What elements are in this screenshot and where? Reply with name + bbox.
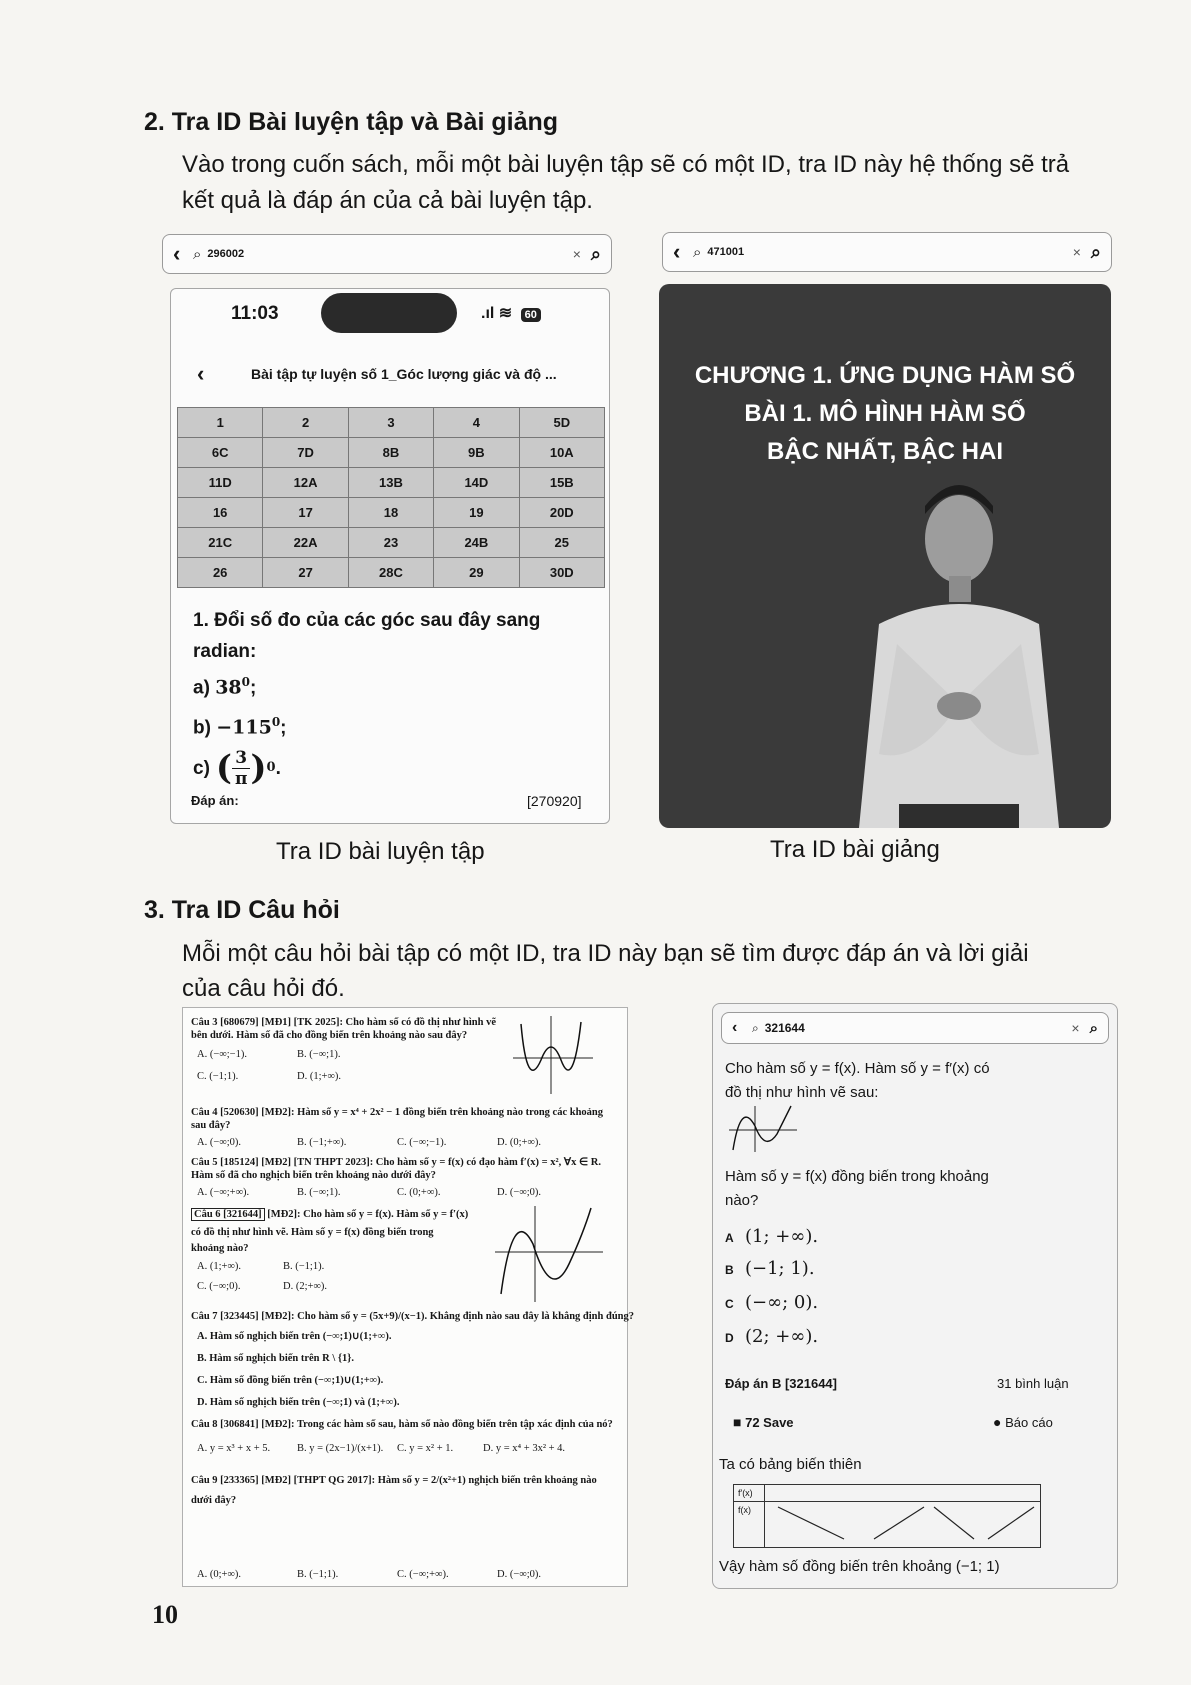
q8-option: A. y = x³ + x + 5. [197, 1443, 271, 1454]
q5-option: C. (0;+∞). [397, 1187, 441, 1198]
q7-option: D. Hàm số nghịch biến trên (−∞;1) và (1;+∞). [197, 1397, 400, 1408]
presenter-figure [659, 284, 1111, 828]
search-bar-exercise[interactable] [162, 234, 612, 274]
search-query[interactable]: 296002 [207, 248, 245, 260]
answer-grid-cell: 13B [348, 468, 433, 498]
card-option-d[interactable]: D (2; +∞). [725, 1326, 819, 1347]
search-button-icon[interactable]: ⌕ [1089, 1019, 1098, 1037]
q7-option: C. Hàm số đồng biến trên (−∞;1)∪(1;+∞). [197, 1375, 384, 1386]
q8-option: C. y = x² + 1. [397, 1443, 454, 1454]
question-1-line2: radian: [193, 641, 257, 662]
answer-grid-row [178, 528, 605, 558]
bookmark-icon[interactable]: ■ [733, 1414, 742, 1430]
q7-option: B. Hàm số nghịch biến trên R \ {1}. [197, 1353, 355, 1364]
answer-grid-cell: 29 [434, 558, 519, 588]
question-1a: a) $38^0$; [193, 675, 257, 699]
q9-option: B. (−1;1). [297, 1569, 339, 1580]
card-option-b[interactable]: B (−1; 1). [725, 1258, 815, 1279]
q3-graph [513, 1014, 593, 1096]
q9-option: A. (0;+∞). [197, 1569, 242, 1580]
answer-grid-cell: 27 [263, 558, 348, 588]
search-query[interactable]: 321644 [764, 1021, 805, 1035]
answer-grid-cell: 21C [178, 528, 263, 558]
answer-grid-cell: 23 [348, 528, 433, 558]
q6-id-box: Câu 6 [321644] [191, 1208, 265, 1221]
answer-grid-cell: 14D [434, 468, 519, 498]
q3-option: B. (−∞;1). [297, 1049, 341, 1060]
answer-grid-cell: 4 [434, 408, 519, 438]
q9-line1: Câu 9 [233365] [MĐ2] [THPT QG 2017]: Hàm số y = 2/(x²+1) nghịch biến trên khoảng nào [191, 1475, 597, 1486]
card-question-line2: đồ thị như hình vẽ sau: [725, 1084, 879, 1101]
signal-icon: .ıl [481, 305, 495, 322]
search-button-icon[interactable]: ⌕ [1090, 241, 1101, 262]
q6-option: D. (2;+∞). [283, 1281, 328, 1292]
answer-grid-cell: 15B [519, 468, 604, 498]
answer-grid-cell: 7D [263, 438, 348, 468]
video-lesson-title: BÀI 1. MÔ HÌNH HÀM SỐ [744, 400, 1026, 427]
chevron-left-icon[interactable]: ‹ [732, 1019, 738, 1036]
clear-icon[interactable]: × [1071, 1020, 1080, 1036]
q6-line2: có đồ thị như hình vẽ. Hàm số y = f(x) đồng biến trong [191, 1227, 434, 1238]
card-question-line1: Cho hàm số y = f(x). Hàm số y = f′(x) có [725, 1060, 990, 1077]
q3-option: A. (−∞;−1). [197, 1049, 247, 1060]
answer-grid-cell: 11D [178, 468, 263, 498]
q6-line3: khoảng nào? [191, 1243, 249, 1254]
answer-grid-cell: 28C [348, 558, 433, 588]
question-1c: c) ( 3 π ) 0 . [193, 747, 281, 789]
exercise-phone-screen [170, 288, 610, 824]
q5-line1: Câu 5 [185124] [MĐ2] [TN THPT 2023]: Cho hàm số y = f(x) có đạo hàm f′(x) = x², ∀x ∈ R. [191, 1157, 601, 1168]
card-save[interactable]: ■ 72 Save [733, 1414, 794, 1430]
card-answer: Đáp án B [321644] [725, 1376, 837, 1391]
answer-grid-cell: 18 [348, 498, 433, 528]
answer-grid-row [178, 498, 605, 528]
answer-grid-cell: 19 [434, 498, 519, 528]
answer-grid-cell: 10A [519, 438, 604, 468]
variation-arrows [764, 1501, 1040, 1547]
answer-grid-cell: 9B [434, 438, 519, 468]
search-icon: ⌕ [693, 243, 702, 261]
q4-option: B. (−1;+∞). [297, 1137, 347, 1148]
search-icon: ⌕ [752, 1020, 759, 1035]
answer-grid-cell: 1 [178, 408, 263, 438]
answer-grid-cell: 2 [263, 408, 348, 438]
back-icon[interactable]: ‹ [197, 361, 205, 386]
card-question-line4: nào? [725, 1192, 759, 1209]
chevron-left-icon[interactable]: ‹ [673, 239, 681, 264]
wifi-icon: ≋ [498, 305, 513, 322]
question-1 [193, 605, 540, 789]
answer-grid-cell: 8B [348, 438, 433, 468]
exercise-sheet [182, 1007, 634, 1587]
report-icon[interactable]: ● [993, 1414, 1002, 1430]
answer-label: Đáp án: [191, 793, 239, 808]
q9-option: D. (−∞;0). [497, 1569, 542, 1580]
q8-option: B. y = (2x−1)/(x+1). [297, 1443, 384, 1454]
status-icons [481, 303, 541, 323]
q4-option: C. (−∞;−1). [397, 1137, 447, 1148]
q9-option: C. (−∞;+∞). [397, 1569, 449, 1580]
q8-line: Câu 8 [306841] [MĐ2]: Trong các hàm số sau, hàm số nào đồng biến trên tập xác định của nó? [191, 1419, 613, 1430]
answer-grid-cell: 12A [263, 468, 348, 498]
answer-grid-cell: 22A [263, 528, 348, 558]
card-comments[interactable]: 31 bình luận [997, 1376, 1069, 1391]
answer-grid-cell: 16 [178, 498, 263, 528]
answer-grid-cell: 20D [519, 498, 604, 528]
card-report[interactable]: ● Báo cáo [993, 1414, 1053, 1430]
search-button-icon[interactable]: ⌕ [590, 243, 601, 264]
card-search-bar[interactable] [721, 1012, 1109, 1044]
video-lesson-subtitle: BẬC NHẤT, BẬC HAI [767, 438, 1003, 465]
search-query[interactable]: 471001 [707, 246, 745, 258]
answer-grid-cell: 25 [519, 528, 604, 558]
section-2-text-2: kết quả là đáp án của cả bài luyện tập. [182, 187, 593, 214]
question-answer-card [712, 1003, 1118, 1589]
answer-grid-cell: 24B [434, 528, 519, 558]
battery-icon: 60 [521, 308, 541, 322]
q3-option: C. (−1;1). [197, 1071, 239, 1082]
q5-line2: Hàm số đã cho nghịch biến trên khoảng nào dưới đây? [191, 1170, 436, 1181]
q6-option: C. (−∞;0). [197, 1281, 241, 1292]
answer-grid-cell: 5D [519, 408, 604, 438]
question-1-line1: 1. Đổi số đo của các góc sau đây sang [193, 610, 541, 631]
q6-graph [495, 1204, 605, 1304]
exercise-title: Bài tập tự luyện số 1_Góc lượng giác và độ ... [251, 366, 557, 382]
search-icon: ⌕ [193, 245, 202, 263]
q4-option: A. (−∞;0). [197, 1137, 242, 1148]
video-chapter-title: CHƯƠNG 1. ỨNG DỤNG HÀM SỐ [694, 362, 1076, 389]
q8-option: D. y = x⁴ + 3x² + 4. [483, 1443, 566, 1454]
q5-option: A. (−∞;+∞). [197, 1187, 250, 1198]
card-solution-intro: Ta có bảng biến thiên [719, 1456, 862, 1473]
section-3-heading: 3. Tra ID Câu hỏi [144, 896, 340, 924]
variation-table-f: f(x) [738, 1505, 751, 1515]
card-option-a[interactable]: A (1; +∞). [725, 1226, 819, 1247]
answer-grid-row [178, 558, 605, 588]
answer-grid-row [178, 438, 605, 468]
answer-grid-cell: 17 [263, 498, 348, 528]
card-option-c[interactable]: C (−∞; 0). [725, 1292, 819, 1313]
question-1b: $b) -115^0$; [193, 715, 287, 739]
q4-line1: Câu 4 [520630] [MĐ2]: Hàm số y = x⁴ + 2x² − 1 đồng biến trên khoảng nào trong các khoảng [191, 1107, 603, 1118]
q5-option: D. (−∞;0). [497, 1187, 542, 1198]
answer-grid-cell: 26 [178, 558, 263, 588]
q6-line1: Câu 6 [321644] [MĐ2]: Cho hàm số y = f(x). Hàm số y = f′(x) [191, 1208, 468, 1221]
page-number: 10 [152, 1600, 178, 1629]
answer-grid-row [178, 468, 605, 498]
section-3-text-1: Mỗi một câu hỏi bài tập có một ID, tra ID này bạn sẽ tìm được đáp án và lời giải [182, 940, 1029, 967]
answer-grid-row [178, 408, 605, 438]
q6-option: A. (1;+∞). [197, 1261, 242, 1272]
q4-option: D. (0;+∞). [497, 1137, 542, 1148]
q5-option: B. (−∞;1). [297, 1187, 341, 1198]
section-2-text-1: Vào trong cuốn sách, mỗi một bài luyện tập sẽ có một ID, tra ID này hệ thống sẽ trả [182, 151, 1070, 178]
card-question-line3: Hàm số y = f(x) đồng biến trong khoảng [725, 1168, 989, 1185]
chevron-left-icon[interactable]: ‹ [173, 241, 181, 266]
card-conclusion: Vậy hàm số đồng biến trên khoảng (−1; 1) [719, 1558, 1000, 1575]
q6-option: B. (−1;1). [283, 1261, 325, 1272]
search-bar-lecture[interactable] [662, 232, 1112, 272]
answer-grid [177, 407, 605, 588]
caption-lecture: Tra ID bài giảng [770, 836, 940, 863]
answer-grid-cell: 3 [348, 408, 433, 438]
dynamic-island [321, 293, 457, 333]
status-time: 11:03 [231, 303, 279, 324]
section-3-text-2: của câu hỏi đó. [182, 975, 345, 1002]
section-2-heading: 2. Tra ID Bài luyện tập và Bài giảng [144, 108, 559, 136]
exercise-id: [270920] [527, 793, 582, 809]
variation-table [733, 1484, 1041, 1548]
variation-table-fprime: f′(x) [738, 1488, 753, 1498]
card-graph [729, 1104, 799, 1154]
lecture-video[interactable] [659, 284, 1111, 828]
clear-icon[interactable]: × [572, 246, 581, 262]
q9-line2: dưới đây? [191, 1495, 237, 1506]
q7-line: Câu 7 [323445] [MĐ2]: Cho hàm số y = (5x+9)/(x−1). Khẳng định nào sau đây là khẳng định đúng? [191, 1311, 634, 1322]
answer-grid-cell: 6C [178, 438, 263, 468]
q3-line2: bên dưới. Hàm số đã cho đồng biến trên khoảng nào sau đây? [191, 1030, 468, 1041]
q3-option: D. (1;+∞). [297, 1071, 342, 1082]
answer-grid-cell: 30D [519, 558, 604, 588]
clear-icon[interactable]: × [1072, 244, 1081, 260]
q3-line1: Câu 3 [680679] [MĐ1] [TK 2025]: Cho hàm số có đồ thị như hình vẽ [191, 1017, 496, 1028]
caption-exercise: Tra ID bài luyện tập [276, 838, 485, 865]
q7-option: A. Hàm số nghịch biến trên (−∞;1)∪(1;+∞). [197, 1331, 392, 1342]
q4-line2: sau đây? [191, 1120, 231, 1131]
